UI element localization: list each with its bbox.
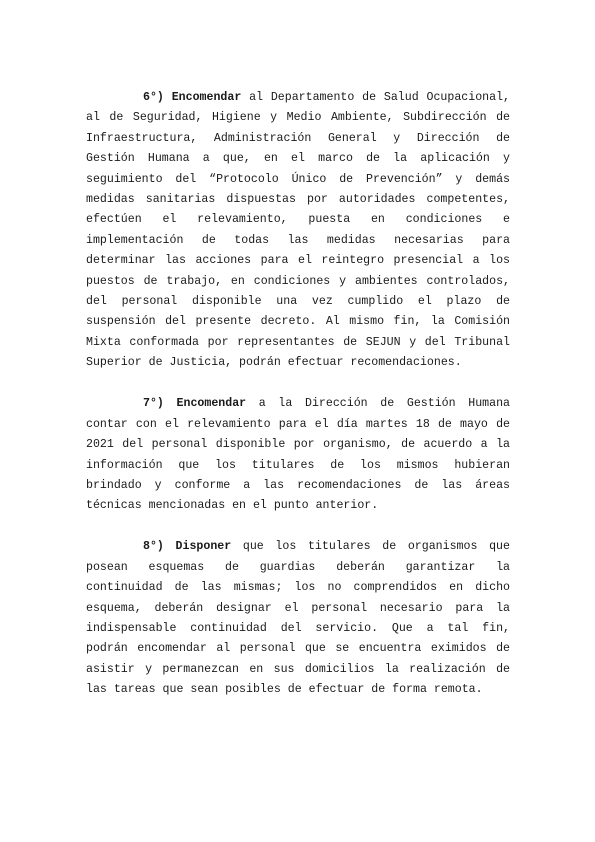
article-number: 7°) — [143, 397, 164, 411]
article-8 — [86, 537, 510, 700]
article-6 — [86, 88, 510, 374]
document-body — [86, 88, 510, 701]
article-7 — [86, 394, 510, 516]
article-number: 6°) — [143, 91, 164, 104]
article-verb: Encomendar — [171, 91, 242, 104]
article-text: que los titulares de organismos que posean esquemas de guardias deberán garantizar la continuidad de las mismas; los no comprendidos en dicho esquema, deberán designar el personal necesario para la indispensable continuidad del servicio. Que a tal fin, podrán encomendar al personal que se encuentra eximidos de asistir y permanezcan en sus domicilios la realización de las tareas que sean posibles de efectuar de forma remota. — [86, 540, 510, 697]
article-verb: Disponer — [175, 540, 232, 554]
article-number: 8°) — [143, 540, 164, 554]
article-verb: Encomendar — [176, 397, 247, 411]
article-text: a la Dirección de Gestión Humana contar con el relevamiento para el día martes 18 de mayo de 2021 del personal disponible por organismo, de acuerdo a la información que los titulares de los mismos hubieran brindado y conforme a las recomendaciones de las áreas técnicas mencionadas en el punto anterior. — [86, 397, 510, 513]
article-text: al Departamento de Salud Ocupacional, al de Seguridad, Higiene y Medio Ambiente, Subdirección de Infraestructura, Administración General y Dirección de Gestión Humana a que, en el marco de la aplicación y seguimiento del “Protocolo Único de Prevención” y demás medidas sanitarias dispuestas por autoridades competentes, efectúen el relevamiento, puesta en condiciones e implementación de todas las medidas necesarias para determinar las acciones para el reintegro presencial a los puestos de trabajo, en condiciones y ambientes controlados, del personal disponible una vez cumplido el plazo de suspensión del presente decreto. Al mismo fin, la Comisión Mixta conformada por representantes de SEJUN y del Tribunal Superior de Justicia, podrán efectuar recomendaciones. — [86, 91, 510, 370]
